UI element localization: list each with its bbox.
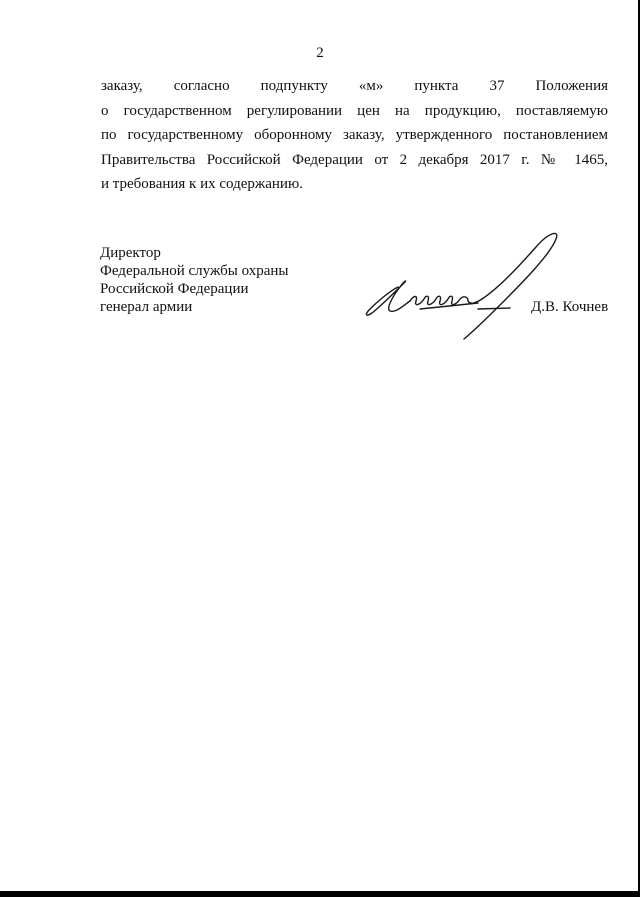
signatory-block [100, 244, 288, 316]
scan-border-bottom [0, 891, 640, 897]
signatory-position-line: Директор [100, 245, 161, 261]
page-number: 2 [316, 45, 324, 61]
body-line: и требования к их содержанию. [101, 176, 303, 192]
body-line: о государственном регулировании цен на продукцию, поставляемую [101, 102, 608, 119]
body-line: по государственному оборонному заказу, утвержденного постановлением [101, 127, 608, 143]
body-line: Правительства Российской Федерации от 2 декабря 2017 г. № 1465, [101, 151, 608, 168]
signer-name: Д.В. Кочнев [531, 299, 609, 315]
signatory-position-line: Российской Федерации [100, 281, 249, 297]
handwritten-signature [360, 225, 570, 360]
body-paragraph [101, 74, 608, 197]
signatory-position-line: Федеральной службы охраны [100, 263, 289, 279]
signatory-rank: генерал армии [100, 299, 193, 315]
body-line: заказу, согласно подпункту «м» пункта 37 Положения [101, 78, 608, 94]
